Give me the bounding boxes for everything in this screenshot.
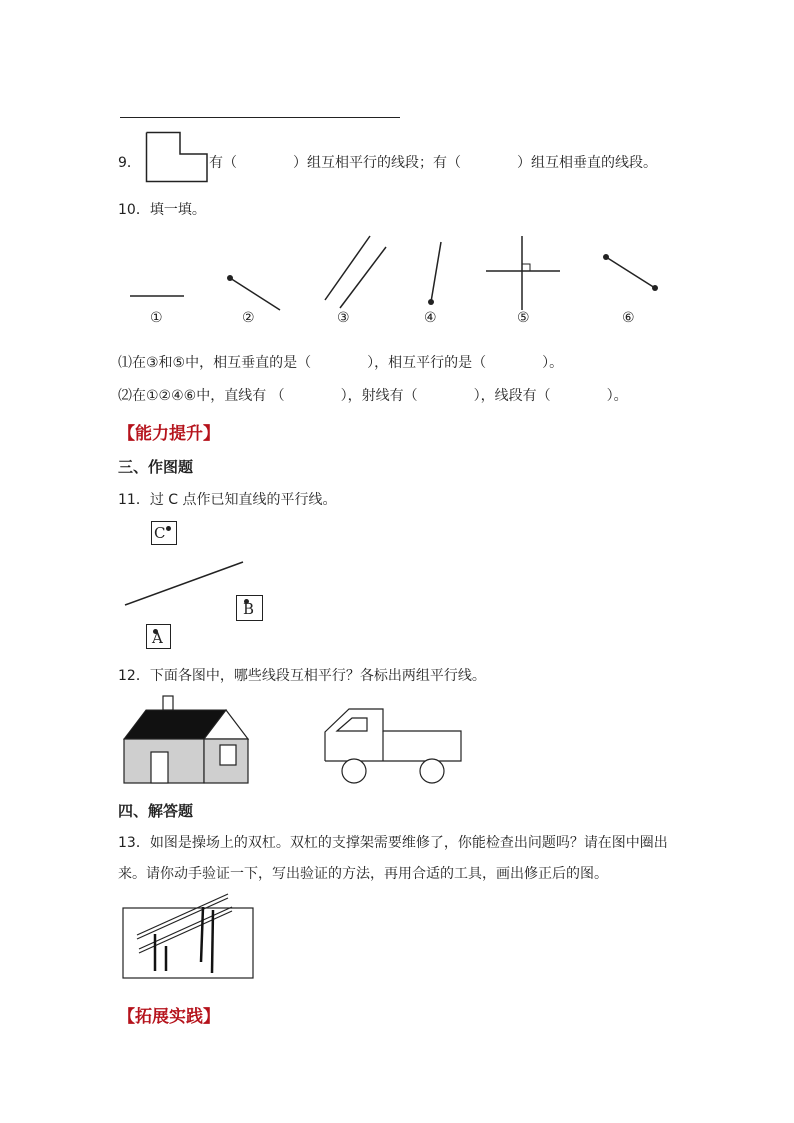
q13-line1: 13．如图是操场上的双杠。双杠的支撑架需要维修了，你能检查出问题吗？请在图中圈出 [118,835,668,851]
point-c-box [151,521,177,545]
house-figure [122,694,250,786]
figure-4-endpoint [428,299,434,305]
q10-sub1: ⑴在③和⑤中，相互垂直的是（ ），相互平行的是（ ）。 [118,355,564,371]
q10-sub2: ⑵在①②④⑥中，直线有 （ ），射线有（ ），线段有（ ）。 [118,388,628,404]
figure-3-line-a [325,236,370,300]
point-b-box [236,595,263,621]
figure-label-3: ③ [337,310,350,326]
heading-ability: 【能力提升】 [118,424,220,444]
figure-6-segment [606,257,655,288]
parallel-bars-figure [122,891,256,983]
figure-2-ray [230,278,280,310]
q13-line2: 来。请你动手验证一下，写出验证的方法，再用合适的工具，画出修正后的图。 [118,866,608,882]
section-3-title: 三、作图题 [118,458,194,476]
figure-4-ray [431,242,441,302]
top-rule [120,117,400,118]
point-a-label: A [152,629,163,647]
figure-3-line-b [340,247,386,308]
q9-text: 有（ ）组互相平行的线段；有（ ）组互相垂直的线段。 [209,155,657,171]
truck-figure [322,706,464,786]
q10-title: 10．填一填。 [118,202,206,218]
section-4-title: 四、解答题 [118,802,194,820]
q9-number: 9． [118,155,141,171]
given-line [120,558,250,610]
q11-text: 11．过 C 点作已知直线的平行线。 [118,492,337,508]
point-a-box [146,624,171,649]
q10-line-figures [120,230,680,310]
point-c-label: C [154,524,166,542]
q12-text: 12．下面各图中，哪些线段互相平行？各标出两组平行线。 [118,668,486,684]
q9-l-shape-figure [146,132,208,182]
figure-label-1: ① [150,310,163,326]
figure-label-4: ④ [424,310,437,326]
point-c-dot [166,526,171,531]
heading-expand: 【拓展实践】 [118,1007,220,1027]
figure-label-2: ② [242,310,255,326]
figure-label-6: ⑥ [622,310,635,326]
figure-label-5: ⑤ [517,310,530,326]
figure-5-right-angle-mark [522,264,530,271]
figure-6-endpoint-b [652,285,658,291]
point-b-label: B [243,600,255,618]
